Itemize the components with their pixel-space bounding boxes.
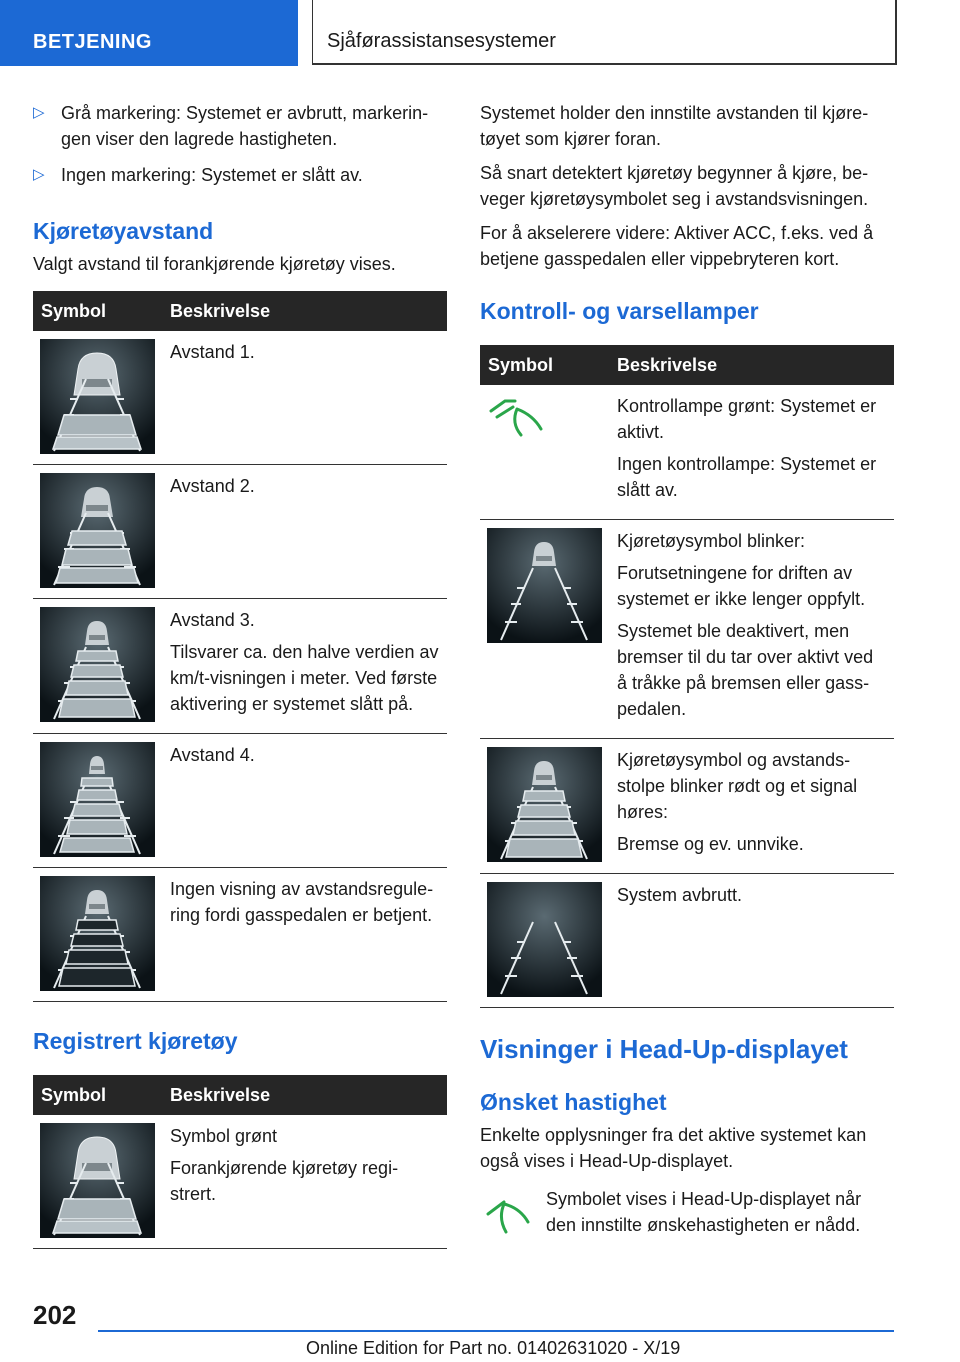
table-row <box>480 520 894 739</box>
distance-4-icon <box>40 742 155 857</box>
hud-intro: Enkelte opplysninger fra det aktive systemet kan også vises i Head-Up-displayet. <box>480 1125 867 1171</box>
col-description: Beskrivelse <box>611 345 894 385</box>
distance-1-icon <box>40 339 155 454</box>
bullet-text: Grå markering: Systemet er avbrutt, markerin-gen viser den lagrede hastigheten. <box>61 103 429 149</box>
page-number: 202 <box>33 1300 77 1330</box>
triangle-bullet-icon: ▷ <box>33 166 45 183</box>
hud-speed-reached-icon <box>484 1190 534 1240</box>
chapter-tab <box>312 0 897 65</box>
table-row <box>480 874 894 1008</box>
footer-rule <box>98 1330 894 1332</box>
row-text: Avstand 4. <box>170 745 255 765</box>
row-text: Tilsvarer ca. den halve verdien av km/t-visningen i meter. Ved første aktivering er systemet slått på. <box>170 642 439 714</box>
row-text: Bremse og ev. unnvike. <box>617 834 804 854</box>
table-row <box>33 599 447 734</box>
no-distance-icon <box>40 876 155 991</box>
vehicle-blinking-icon <box>487 528 602 643</box>
table-row <box>480 385 894 520</box>
row-text: Ingen kontrollampe: Systemet er slått av. <box>617 454 877 500</box>
row-text: Kjøretøysymbol og avstands-stolpe blinker rødt og et signal høres: <box>617 750 858 822</box>
row-text: System avbrutt. <box>617 885 743 905</box>
heading-desired-speed: Ønsket hastighet <box>480 1089 667 1115</box>
hud-icon-row <box>480 1186 894 1246</box>
right-column <box>480 100 894 1246</box>
row-text: Ingen visning av avstandsregule-ring fordi gasspedalen er betjent. <box>170 879 434 925</box>
lamps-table <box>480 345 894 1008</box>
table-row <box>33 331 447 465</box>
triangle-bullet-icon: ▷ <box>33 104 45 121</box>
paragraph: Så snart detektert kjøretøy begynner å kjøre, be-veger kjøretøysymbolet seg i avstandsvisningen. <box>480 163 869 209</box>
heading-registered: Registrert kjøretøy <box>33 1028 238 1054</box>
heading-lamps: Kontroll- og varsellamper <box>480 298 759 324</box>
row-text: Avstand 2. <box>170 476 255 496</box>
system-interrupted-icon <box>487 882 602 997</box>
row-text: Forutsetningene for driften av systemet er ikke lenger oppfylt. <box>617 563 866 609</box>
vehicle-warning-icon <box>487 747 602 862</box>
row-text: Symbol grønt <box>170 1126 278 1146</box>
table-row <box>480 739 894 874</box>
page-header <box>0 0 960 66</box>
distance-2-icon <box>40 473 155 588</box>
hud-icon-text: Symbolet vises i Head-Up-displayet når den innstilte ønskehastigheten er nådd. <box>546 1189 862 1235</box>
bullet-item <box>33 100 447 152</box>
bullet-text: Ingen markering: Systemet er slått av. <box>61 165 363 185</box>
table-row <box>33 868 447 1002</box>
col-symbol: Symbol <box>480 345 611 385</box>
row-text: Kjøretøysymbol blinker: <box>617 531 806 551</box>
heading-hud: Visninger i Head-Up-displayet <box>480 1034 848 1064</box>
row-text: Avstand 1. <box>170 342 255 362</box>
registered-table <box>33 1075 447 1249</box>
footer-edition: Online Edition for Part no. 01402631020 - X/19 <box>306 1338 681 1358</box>
col-description: Beskrivelse <box>164 1075 447 1115</box>
distance-intro: Valgt avstand til forankjørende kjøretøy vises. <box>33 254 396 274</box>
acc-green-lamp-icon <box>487 393 547 443</box>
col-description: Beskrivelse <box>164 291 447 331</box>
section-title: BETJENING <box>33 31 152 53</box>
chapter-title: Sjåførassistansesystemer <box>327 30 556 52</box>
paragraph: Systemet holder den innstilte avstanden til kjøre-tøyet som kjører foran. <box>480 103 869 149</box>
row-text: Systemet ble deaktivert, men bremser til du tar over aktivt ved å tråkke på bremsen eller gass-pedalen. <box>617 621 874 719</box>
bullet-item <box>33 162 447 188</box>
paragraph: For å akselerere videre: Aktiver ACC, f.eks. ved å betjene gasspedalen eller vippebryteren kort. <box>480 223 874 269</box>
registered-vehicle-icon <box>40 1123 155 1238</box>
row-text: Forankjørende kjøretøy regi-strert. <box>170 1158 399 1204</box>
col-symbol: Symbol <box>33 291 164 331</box>
distance-table <box>33 291 447 1002</box>
table-row <box>33 465 447 599</box>
col-symbol: Symbol <box>33 1075 164 1115</box>
section-tab <box>0 0 298 66</box>
row-text: Kontrollampe grønt: Systemet er aktivt. <box>617 396 877 442</box>
heading-distance: Kjøretøyavstand <box>33 218 214 244</box>
table-row <box>33 734 447 868</box>
left-column <box>33 100 447 1249</box>
table-row <box>33 1115 447 1249</box>
distance-3-icon <box>40 607 155 722</box>
row-text: Avstand 3. <box>170 610 255 630</box>
